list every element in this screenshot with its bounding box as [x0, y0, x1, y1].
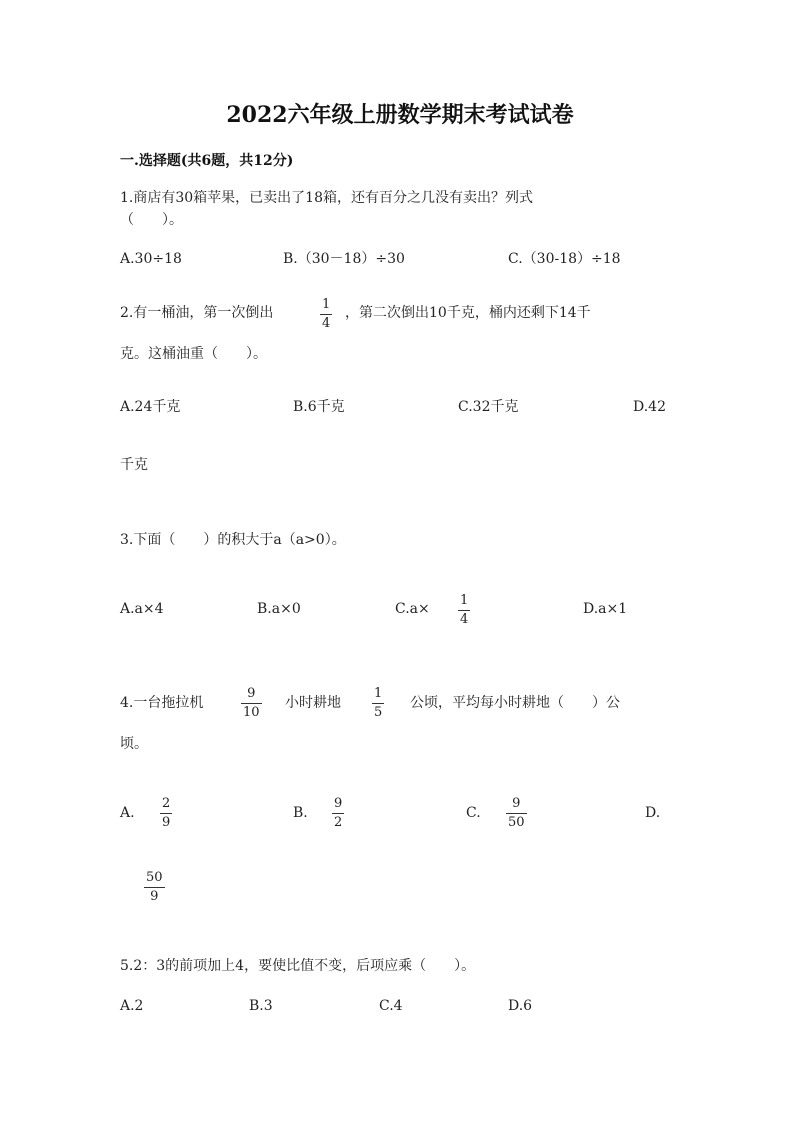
- q4-fraction-2-denominator: 5: [374, 705, 383, 720]
- fraction-bar: [160, 813, 172, 814]
- q3-fraction-numerator: 1: [460, 593, 469, 608]
- fraction-bar: [332, 813, 344, 814]
- q2-option-c: C.32千克: [458, 399, 519, 415]
- q3-option-c-fraction: [458, 594, 470, 627]
- q4-fraction-2: [372, 687, 384, 720]
- q1-text-line2: （ ）。: [120, 212, 183, 228]
- q4-option-b: B.: [293, 805, 308, 821]
- q5-option-d: D.6: [508, 998, 533, 1014]
- q2-fraction-denominator: 4: [322, 316, 331, 331]
- q4-option-c: C.: [466, 805, 481, 821]
- q5-option-c: C.4: [379, 998, 403, 1014]
- q5-text: 5.2：3的前项加上4，要使比值不变，后项应乘（ ）。: [120, 958, 476, 974]
- q4-fraction-1-numerator: 9: [247, 686, 256, 701]
- q2-option-d-continued: 千克: [120, 457, 148, 473]
- q4-option-c-fraction: [506, 797, 527, 830]
- q4-option-a-denominator: 9: [162, 815, 171, 830]
- q4-option-c-denominator: 50: [508, 815, 525, 830]
- q4-option-a: A.: [120, 805, 135, 821]
- q2-text-line2: 克。这桶油重（ ）。: [120, 346, 267, 362]
- q3-option-d: D.a×1: [583, 601, 628, 617]
- q2-option-b: B.6千克: [293, 399, 345, 415]
- q4-option-a-numerator: 2: [162, 796, 171, 811]
- q5-option-b: B.3: [249, 998, 273, 1014]
- q4-option-d-denominator: 9: [150, 889, 159, 904]
- fraction-bar: [241, 703, 262, 704]
- section-heading: 一.选择题(共6题，共12分): [120, 153, 294, 169]
- q2-text-part1: 2.有一桶油，第一次倒出: [120, 305, 274, 321]
- fraction-bar: [144, 887, 165, 888]
- q3-option-c: C.a×: [395, 601, 430, 617]
- q4-fraction-1: [241, 687, 262, 720]
- q2-fraction: [320, 298, 332, 331]
- fraction-bar: [506, 813, 527, 814]
- q2-option-a: A.24千克: [120, 399, 181, 415]
- fraction-bar: [458, 610, 470, 611]
- q1-option-a: A.30÷18: [120, 251, 182, 267]
- q3-fraction-denominator: 4: [460, 612, 469, 627]
- q4-option-b-denominator: 2: [334, 815, 343, 830]
- q1-option-b: B.（30－18）÷30: [283, 251, 405, 267]
- q4-text-part1: 4.一台拖拉机: [120, 695, 204, 711]
- q4-text-part2: 小时耕地: [285, 695, 341, 711]
- q4-fraction-2-numerator: 1: [374, 686, 383, 701]
- q1-text-line1: 1.商店有30箱苹果，已卖出了18箱，还有百分之几没有卖出？列式: [120, 190, 533, 206]
- q4-text-part3: 公顷，平均每小时耕地（ ）公: [410, 695, 620, 711]
- q4-option-d: D.: [645, 805, 661, 821]
- q2-option-d: D.42: [633, 399, 666, 415]
- q4-option-b-fraction: [332, 797, 344, 830]
- q3-text: 3.下面（ ）的积大于a（a>0）。: [120, 532, 346, 548]
- q4-text-line2: 顷。: [120, 736, 148, 752]
- q3-option-b: B.a×0: [257, 601, 301, 617]
- q2-text-part2: ，第二次倒出10千克，桶内还剩下14千: [345, 305, 591, 321]
- q4-option-d-fraction: [144, 871, 165, 904]
- q5-option-a: A.2: [120, 998, 144, 1014]
- fraction-bar: [372, 703, 384, 704]
- page-title: 2022六年级上册数学期末考试试卷: [226, 102, 574, 128]
- q4-option-b-numerator: 9: [334, 796, 343, 811]
- q3-option-a: A.a×4: [120, 601, 164, 617]
- q4-option-d-numerator: 50: [146, 870, 163, 885]
- q2-fraction-numerator: 1: [322, 297, 331, 312]
- q4-option-a-fraction: [160, 797, 172, 830]
- q4-option-c-numerator: 9: [512, 796, 521, 811]
- q4-fraction-1-denominator: 10: [243, 705, 260, 720]
- fraction-bar: [320, 314, 332, 315]
- q1-option-c: C.（30-18）÷18: [508, 251, 621, 267]
